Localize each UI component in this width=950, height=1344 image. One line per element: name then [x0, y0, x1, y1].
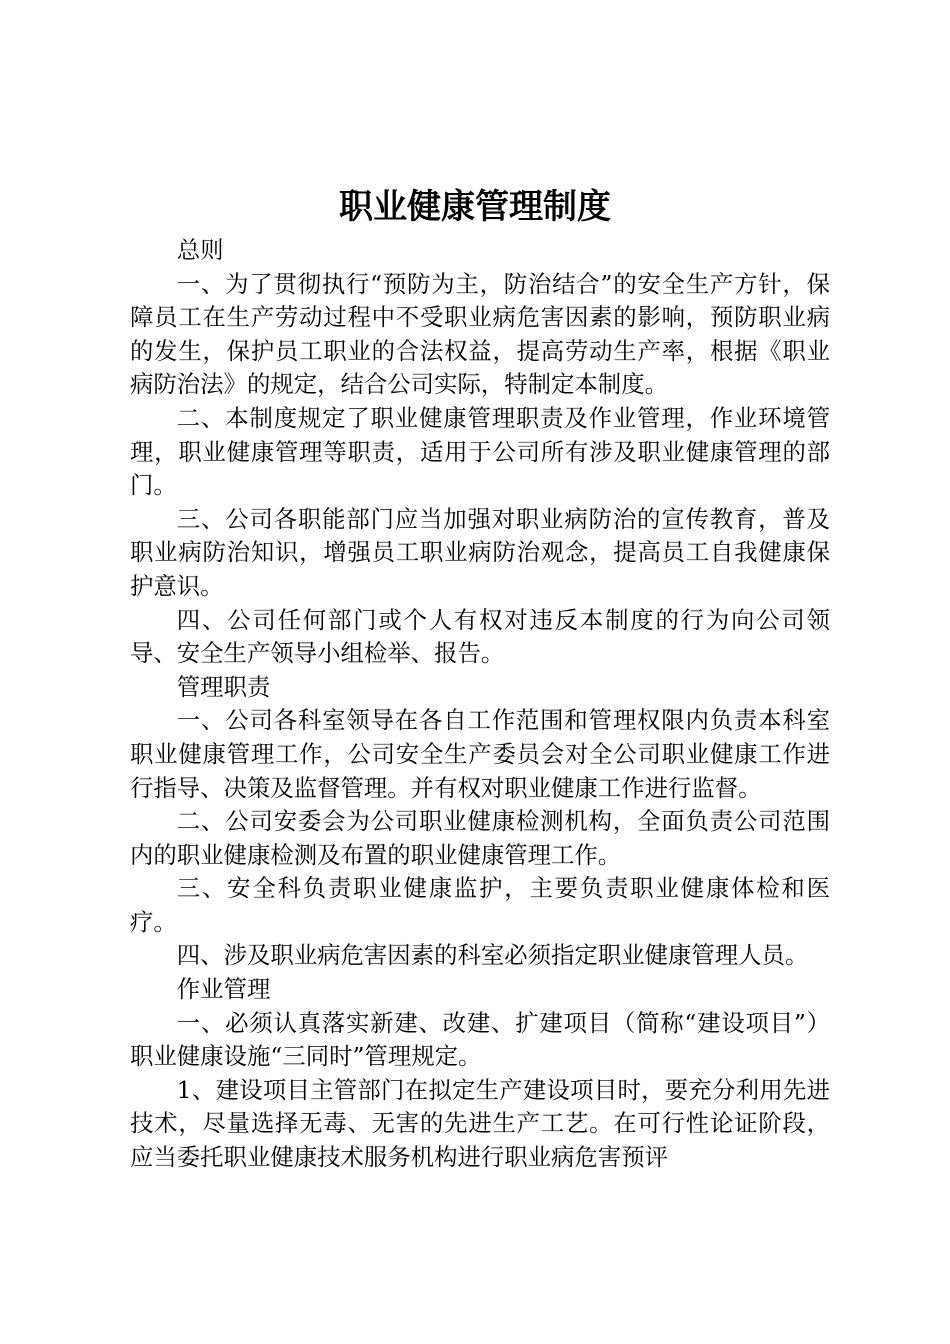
document-title: 职业健康管理制度 — [339, 187, 611, 227]
section-heading-duties: 管理职责 — [176, 672, 271, 701]
paragraph: 一、公司各科室领导在各自工作范围和管理权限内负责本科室职业健康管理工作，公司安全生产委员会对全公司职业健康工作进行指导、决策及监督管理。并有权对职业健康工作进行监督。 — [130, 706, 830, 802]
document-body — [130, 234, 830, 1175]
paragraph: 一、为了贯彻执行“预防为主，防治结合”的安全生产方针，保障员工在生产劳动过程中不受职业病危害因素的影响，预防职业病的发生，保护员工职业的合法权益，提高劳动生产率，根据《职业病防治法》的规定，结合公司实际，特制定本制度。 — [130, 269, 830, 399]
paragraph: 四、涉及职业病危害因素的科室必须指定职业健康管理人员。 — [176, 941, 809, 970]
section-heading-general: 总则 — [176, 236, 224, 264]
paragraph: 四、公司任何部门或个人有权对违反本制度的行为向公司领导、安全生产领导小组检举、报告。 — [130, 605, 830, 668]
paragraph: 三、安全科负责职业健康监护，主要负责职业健康体检和医疗。 — [130, 874, 830, 936]
section-heading-operations: 作业管理 — [176, 975, 271, 1004]
paragraph: 三、公司各职能部门应当加强对职业病防治的宣传教育，普及职业病防治知识，增强员工职业病防治观念，提高员工自我健康保护意识。 — [130, 504, 830, 600]
paragraph: 二、公司安委会为公司职业健康检测机构，全面负责公司范围内的职业健康检测及布置的职业健康管理工作。 — [130, 807, 830, 869]
paragraph: 一、必须认真落实新建、改建、扩建项目（简称“建设项目”）职业健康设施“三同时”管理规定。 — [130, 1008, 830, 1071]
paragraph: 二、本制度规定了职业健康管理职责及作业管理，作业环境管理，职业健康管理等职责，适用于公司所有涉及职业健康管理的部门。 — [130, 403, 830, 500]
paragraph: 1、建设项目主管部门在拟定生产建设项目时，要充分利用先进技术，尽量选择无毒、无害的先进生产工艺。在可行性论证阶段，应当委托职业健康技术服务机构进行职业病危害预评 — [130, 1075, 830, 1172]
